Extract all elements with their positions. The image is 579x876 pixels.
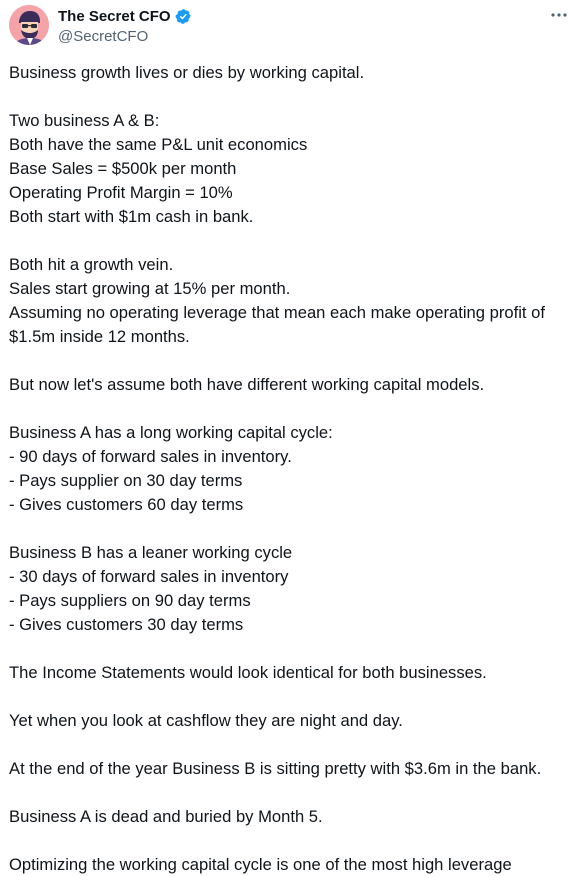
post-text-line: At the end of the year Business B is sitting pretty with $3.6m in the bank. [9, 759, 542, 778]
avatar-illustration-icon [9, 5, 49, 45]
verified-badge-icon[interactable] [175, 8, 192, 25]
post-text-line: Yet when you look at cashflow they are night and day. [9, 711, 403, 730]
paragraph-gap [9, 229, 575, 253]
paragraph-gap [9, 349, 575, 373]
post-text-line: Business A has a long working capital cycle: [9, 423, 333, 442]
post-text-line: Business growth lives or dies by working capital. [9, 63, 365, 82]
avatar[interactable] [9, 5, 49, 45]
post-text-line: Optimizing the working capital cycle is one of the most high leverage [9, 855, 512, 874]
post-text-line: The Income Statements would look identical for both businesses. [9, 663, 487, 682]
post-text-line: - Pays supplier on 30 day terms [9, 471, 243, 490]
post-text-line: - 90 days of forward sales in inventory. [9, 447, 292, 466]
paragraph-gap [9, 829, 575, 853]
paragraph-gap [9, 733, 575, 757]
more-horizontal-icon [550, 12, 568, 18]
post-text-line: - Gives customers 60 day terms [9, 495, 244, 514]
paragraph-gap [9, 781, 575, 805]
paragraph-gap [9, 517, 575, 541]
post-text-line: Operating Profit Margin = 10% [9, 183, 233, 202]
post-text-line: Sales start growing at 15% per month. [9, 279, 291, 298]
post-text [9, 61, 575, 876]
post-text-line: But now let's assume both have different working capital models. [9, 375, 485, 394]
paragraph-gap [9, 685, 575, 709]
author-names [58, 6, 192, 47]
post-text-line: Both start with $1m cash in bank. [9, 207, 254, 226]
post-text-line: Two business A & B: [9, 111, 160, 130]
post-text-line: Both have the same P&L unit economics [9, 135, 308, 154]
author-display-name[interactable]: The Secret CFO [58, 7, 171, 25]
post-text-line: Business B has a leaner working cycle [9, 543, 293, 562]
more-options-button[interactable] [548, 6, 570, 24]
post-text-line: Business A is dead and buried by Month 5. [9, 807, 323, 826]
post-header [0, 0, 579, 56]
paragraph-gap [9, 637, 575, 661]
paragraph-gap [9, 85, 575, 109]
post-text-line: - 30 days of forward sales in inventory [9, 567, 289, 586]
post-text-line: $1.5m inside 12 months. [9, 327, 190, 346]
post-text-line: Base Sales = $500k per month [9, 159, 237, 178]
post-text-line: Assuming no operating leverage that mean each make operating profit of [9, 303, 545, 322]
post-text-line: - Pays suppliers on 90 day terms [9, 591, 251, 610]
post-text-line: Both hit a growth vein. [9, 255, 174, 274]
post-text-line: - Gives customers 30 day terms [9, 615, 244, 634]
author-handle[interactable]: @SecretCFO [58, 28, 149, 45]
display-name-row [58, 6, 192, 26]
paragraph-gap [9, 397, 575, 421]
